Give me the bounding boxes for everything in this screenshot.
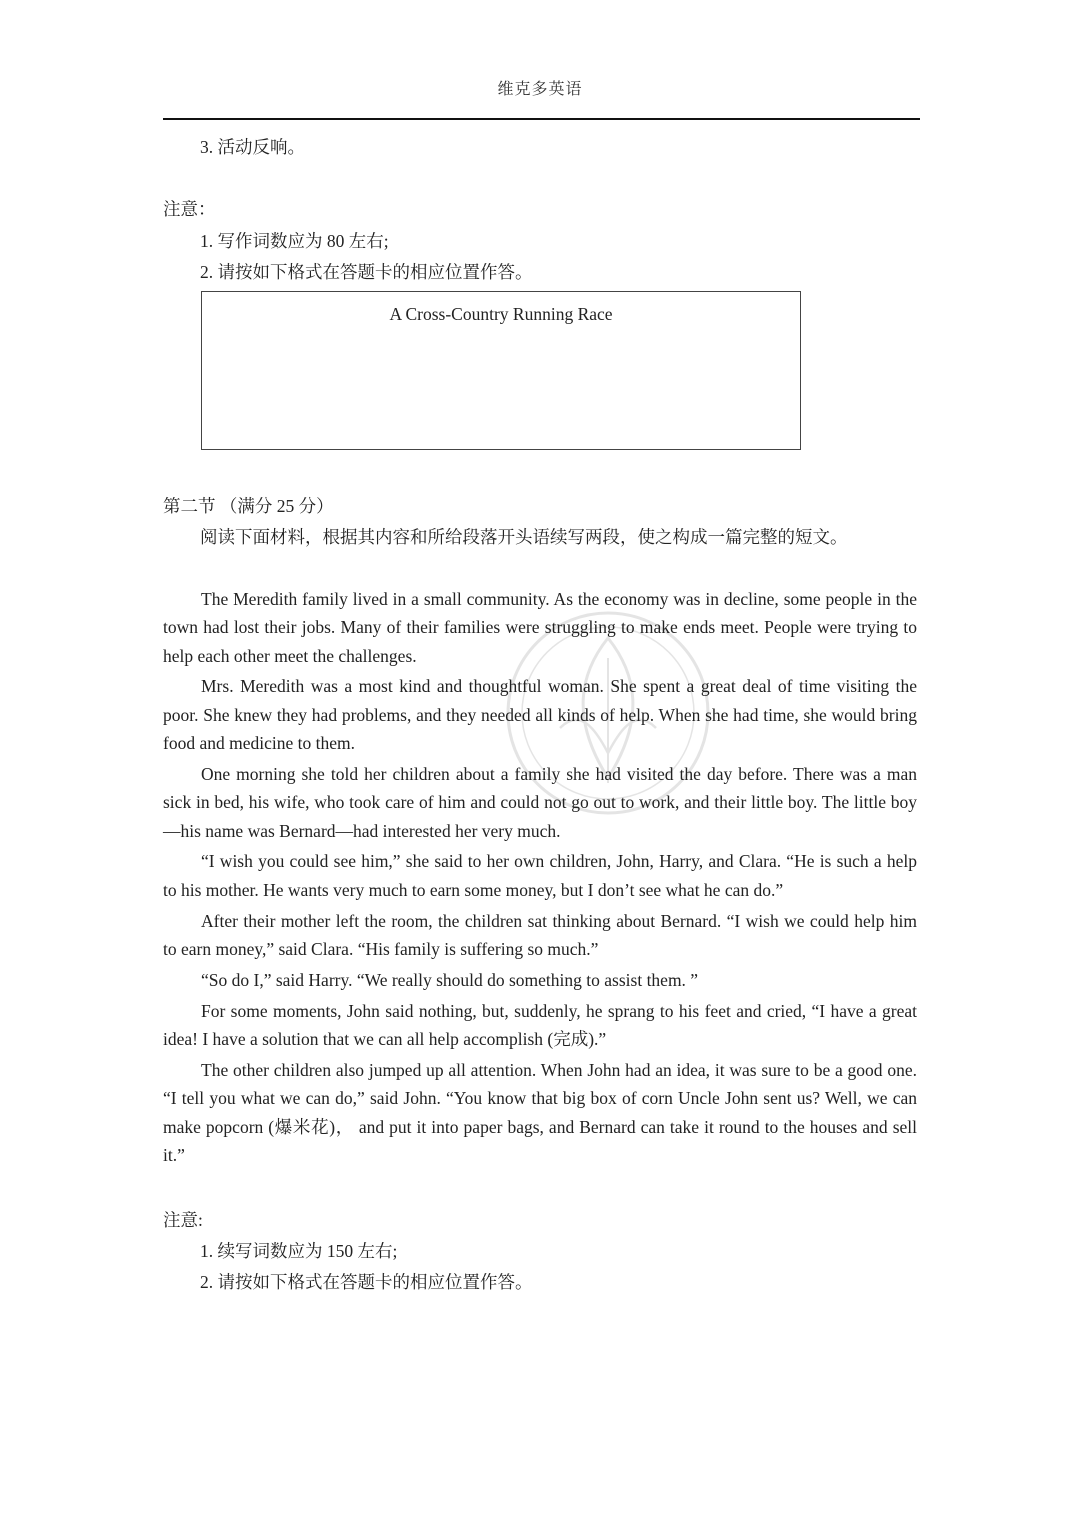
- passage-paragraph: “So do I,” said Harry. “We really should do something to assist them. ”: [201, 969, 699, 990]
- section2-instruction: 阅读下面材料，根据其内容和所给段落开头语续写两段，使之构成一篇完整的短文。: [200, 527, 848, 547]
- passage-paragraph: “I wish you could see him,” she said to her own children, John, Harry, and Clara. “He is such a help to his mother. He wants very much to earn some money, but I don’t see what he can do.”: [163, 851, 917, 900]
- passage-paragraph: The Meredith family lived in a small community. As the economy was in decline, some people in the town had lost their jobs. Many of their families were struggling to make ends meet. People were trying to help each other meet the challenges.: [163, 589, 917, 666]
- note-item-1: 1. 写作词数应为 80 左右;: [200, 231, 389, 251]
- passage-paragraph: Mrs. Meredith was a most kind and thoughtful woman. She spent a great deal of time visiting the poor. She knew they had problems, and they needed all kinds of help. When she had time, she would bring food and medicine to them.: [163, 676, 917, 754]
- passage-paragraph: After their mother left the room, the children sat thinking about Bernard. “I wish we could help him to earn money,” said Clara. “His family is suffering so much.”: [163, 910, 917, 959]
- reading-passage: [163, 585, 917, 1172]
- note-heading: 注意：: [163, 199, 216, 219]
- answer-box-title: A Cross-Country Running Race: [389, 304, 613, 324]
- answer-format-box: [201, 291, 801, 450]
- section2-note-item-1: 1. 续写词数应为 150 左右;: [200, 1241, 398, 1261]
- note-item-2: 2. 请按如下格式在答题卡的相应位置作答。: [200, 262, 533, 282]
- content-item-3: 3. 活动反响。: [200, 137, 305, 157]
- header-divider: [163, 118, 920, 120]
- section2-note-heading: 注意:: [163, 1210, 203, 1230]
- passage-paragraph: One morning she told her children about a family she had visited the day before. There was a man sick in bed, his wife, who took care of him and could not go out to work, and their little boy. The little boy—his name was Bernard—had interested her very much.: [163, 763, 917, 841]
- section2-note-item-2: 2. 请按如下格式在答题卡的相应位置作答。: [200, 1272, 533, 1292]
- passage-paragraph: For some moments, John said nothing, but, suddenly, he sprang to his feet and cried, “I have a great idea! I have a solution that we can all help accomplish (完成).”: [163, 1000, 917, 1050]
- page-header-title: 维克多英语: [497, 81, 583, 98]
- section2-heading: 第二节 （满分 25 分）: [163, 496, 334, 516]
- passage-paragraph: The other children also jumped up all attention. When John had an idea, it was sure to be a good one. “I tell you what we can do,” said John. “You know that big box of corn Uncle John sent us? Well, we can make popcorn (爆米花)， and put it into paper bags, and Bernard can take it round to the houses and sell it.”: [163, 1059, 917, 1165]
